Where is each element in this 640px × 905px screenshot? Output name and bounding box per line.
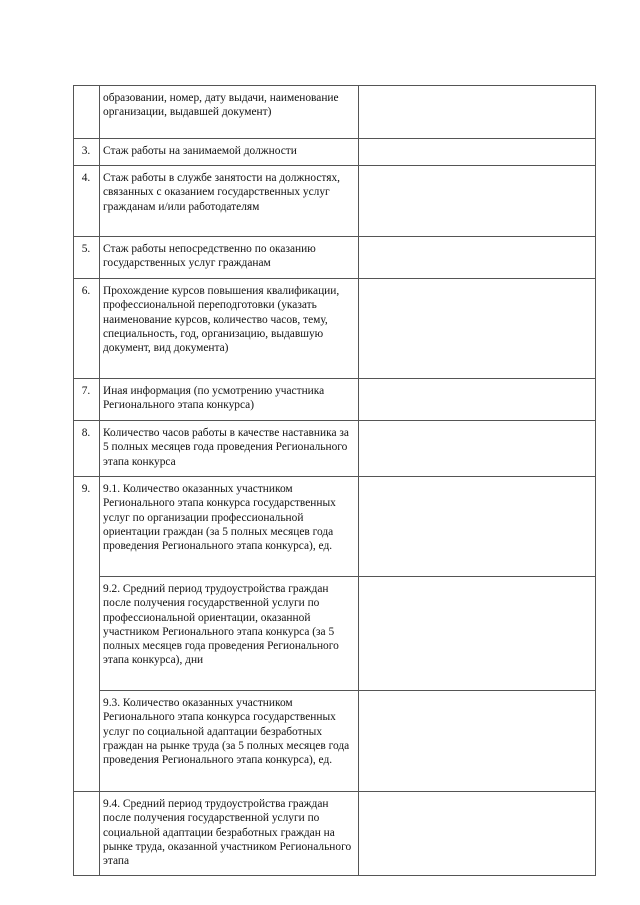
row-value-cell[interactable]	[359, 792, 596, 876]
row-number: 5.	[74, 237, 100, 279]
table-row	[74, 86, 596, 139]
row-label: 9.2. Средний период трудоустройства граждан после получения государственной услуги по профессиональной ориентации, оказанной участником Регионального этапа конкурса (за 5 полных месяцев года проведения Регионального этапа конкурса), дни	[100, 577, 359, 691]
row-label: Стаж работы непосредственно по оказанию государственных услуг гражданам	[100, 237, 359, 279]
table-row	[74, 237, 596, 279]
row-number	[74, 792, 100, 876]
table-row	[74, 577, 596, 691]
row-value-cell[interactable]	[359, 691, 596, 792]
row-value-cell[interactable]	[359, 477, 596, 577]
row-label: Количество часов работы в качестве наставника за 5 полных месяцев года проведения Регионального этапа конкурса	[100, 421, 359, 477]
table-row	[74, 379, 596, 421]
row-label: Прохождение курсов повышения квалификации, профессиональной переподготовки (указать наименование курсов, количество часов, тему, специальность, год, организацию, выдавшую документ, вид документа)	[100, 279, 359, 379]
row-value-cell[interactable]	[359, 86, 596, 139]
row-number: 3.	[74, 139, 100, 166]
table-row	[74, 166, 596, 237]
row-label: 9.4. Средний период трудоустройства граждан после получения государственной услуги по социальной адаптации безработных граждан на рынке труда, оказанной участником Регионального этапа	[100, 792, 359, 876]
table-row	[74, 691, 596, 792]
row-label: Стаж работы на занимаемой должности	[100, 139, 359, 166]
table-row	[74, 421, 596, 477]
table-row	[74, 792, 596, 876]
row-number: 8.	[74, 421, 100, 477]
participant-info-table	[73, 85, 596, 876]
row-value-cell[interactable]	[359, 421, 596, 477]
row-number	[74, 691, 100, 792]
row-value-cell[interactable]	[359, 577, 596, 691]
row-number: 4.	[74, 166, 100, 237]
table-row	[74, 477, 596, 577]
table-row	[74, 139, 596, 166]
row-label: Стаж работы в службе занятости на должностях, связанных с оказанием государственных услуг гражданам и/или работодателям	[100, 166, 359, 237]
row-number	[74, 86, 100, 139]
row-value-cell[interactable]	[359, 237, 596, 279]
row-value-cell[interactable]	[359, 166, 596, 237]
table-row	[74, 279, 596, 379]
row-value-cell[interactable]	[359, 279, 596, 379]
row-label: 9.1. Количество оказанных участником Регионального этапа конкурса государственных услуг по организации профессиональной ориентации граждан (за 5 полных месяцев года проведения Регионального этапа конкурса), ед.	[100, 477, 359, 577]
row-value-cell[interactable]	[359, 139, 596, 166]
row-number: 7.	[74, 379, 100, 421]
row-number: 6.	[74, 279, 100, 379]
row-label: 9.3. Количество оказанных участником Регионального этапа конкурса государственных услуг по социальной адаптации безработных граждан на рынке труда (за 5 полных месяцев года проведения Регионального этапа конкурса), ед.	[100, 691, 359, 792]
row-label: образовании, номер, дату выдачи, наименование организации, выдавшей документ)	[100, 86, 359, 139]
row-number: 9.	[74, 477, 100, 577]
row-number	[74, 577, 100, 691]
row-value-cell[interactable]	[359, 379, 596, 421]
row-label: Иная информация (по усмотрению участника Регионального этапа конкурса)	[100, 379, 359, 421]
